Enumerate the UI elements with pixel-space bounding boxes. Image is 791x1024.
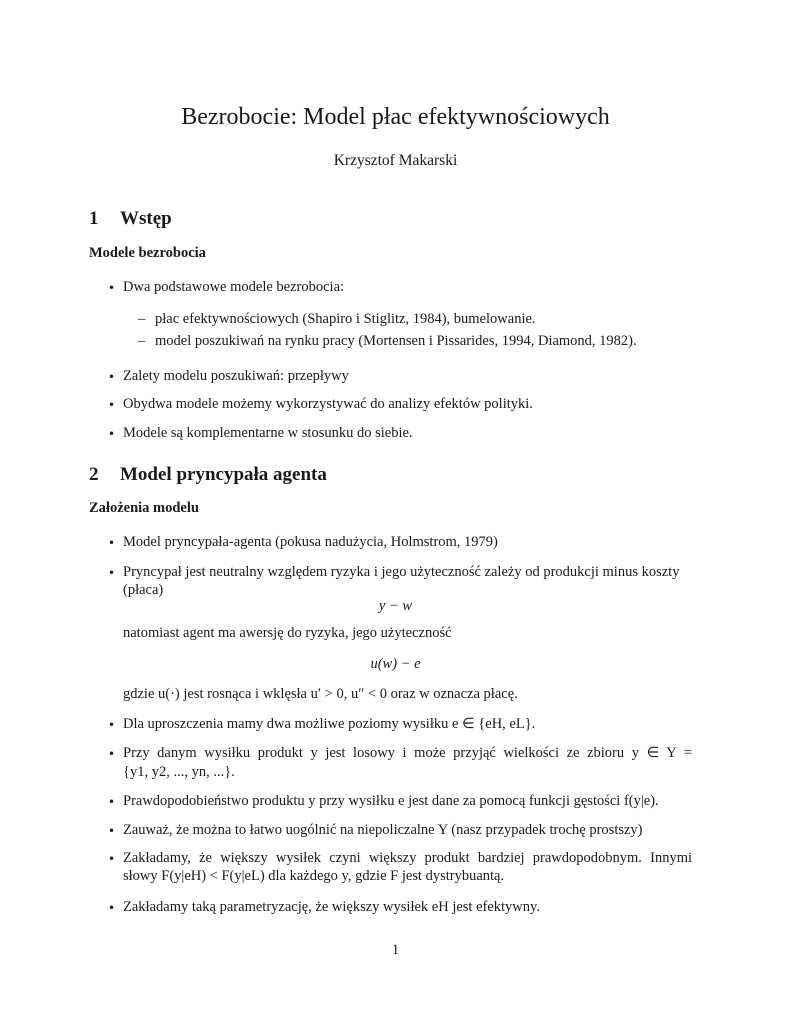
section-2-title: Model pryncypała agenta	[120, 464, 327, 485]
bullet-icon: •	[108, 824, 116, 838]
equation-principal-utility: y − w	[378, 598, 413, 614]
list-item: Zakładamy, że większy wysiłek czyni większy produkt bardziej prawdopodobnym. Innymi	[123, 850, 692, 866]
list-item: Modele są komplementarne w stosunku do siebie.	[123, 425, 413, 441]
list-item: Zakładamy taką parametryzację, że większy wysiłek eH jest efektywny.	[123, 899, 540, 915]
section-1-title: Wstęp	[120, 208, 172, 229]
section-2-subheading: Założenia modelu	[89, 500, 199, 516]
bullet-icon: •	[108, 370, 116, 384]
section-1-heading	[89, 208, 172, 230]
bullet-icon: •	[108, 566, 116, 580]
list-item-continuation: (płaca)	[123, 582, 164, 598]
bullet-icon: •	[108, 747, 116, 761]
list-item: Dwa podstawowe modele bezrobocia:	[123, 279, 345, 295]
bullet-icon: •	[108, 795, 116, 809]
section-1-subheading: Modele bezrobocia	[89, 245, 206, 261]
list-item: Zauważ, że można to łatwo uogólnić na niepoliczalne Y (nasz przypadek trochę prostszy)	[123, 822, 643, 838]
bullet-icon: •	[108, 852, 116, 866]
section-2-number: 2	[89, 464, 99, 485]
bullet-icon: •	[108, 901, 116, 915]
page-number: 1	[391, 942, 400, 958]
list-item-continuation: natomiast agent ma awersję do ryzyka, jego użyteczność	[123, 625, 452, 641]
list-item: Przy danym wysiłku produkt y jest losowy i może przyjąć wielkości ze zbioru y ∈ Y =	[123, 745, 692, 761]
section-1-number: 1	[89, 208, 99, 229]
dash-icon: –	[138, 333, 146, 349]
sub-list-item: model poszukiwań na rynku pracy (Mortensen i Pissarides, 1994, Diamond, 1982).	[155, 333, 637, 349]
document-author: Krzysztof Makarski	[333, 152, 458, 169]
dash-icon: –	[138, 311, 146, 327]
list-item: Obydwa modele możemy wykorzystywać do analizy efektów polityki.	[123, 396, 533, 412]
list-item-continuation: {y1, y2, ..., yn, ...}.	[123, 764, 235, 780]
list-item: Dla uproszczenia mamy dwa możliwe poziomy wysiłku e ∈ {eH, eL}.	[123, 716, 536, 732]
list-item: Pryncypał jest neutralny względem ryzyka i jego użyteczność zależy od produkcji minus koszty	[123, 564, 680, 580]
list-item: Model pryncypała-agenta (pokusa nadużycia, Holmstrom, 1979)	[123, 534, 498, 550]
list-item-continuation: słowy F(y|eH) < F(y|eL) dla każdego y, gdzie F jest dystrybuantą.	[123, 868, 505, 884]
bullet-icon: •	[108, 281, 116, 295]
bullet-icon: •	[108, 427, 116, 441]
list-item: Zalety modelu poszukiwań: przepływy	[123, 368, 349, 384]
section-2-heading	[89, 464, 327, 486]
document-title: Bezrobocie: Model płac efektywnościowych	[181, 104, 610, 130]
list-item-continuation: gdzie u(·) jest rosnąca i wklęsła u′ > 0, u″ < 0 oraz w oznacza płacę.	[123, 686, 518, 702]
list-item: Prawdopodobieństwo produktu y przy wysiłku e jest dane za pomocą funkcji gęstości f(y|e).	[123, 793, 659, 809]
bullet-icon: •	[108, 398, 116, 412]
sub-list-item: płac efektywnościowych (Shapiro i Stiglitz, 1984), bumelowanie.	[155, 311, 536, 327]
equation-agent-utility: u(w) − e	[370, 656, 421, 672]
bullet-icon: •	[108, 718, 116, 732]
bullet-icon: •	[108, 536, 116, 550]
